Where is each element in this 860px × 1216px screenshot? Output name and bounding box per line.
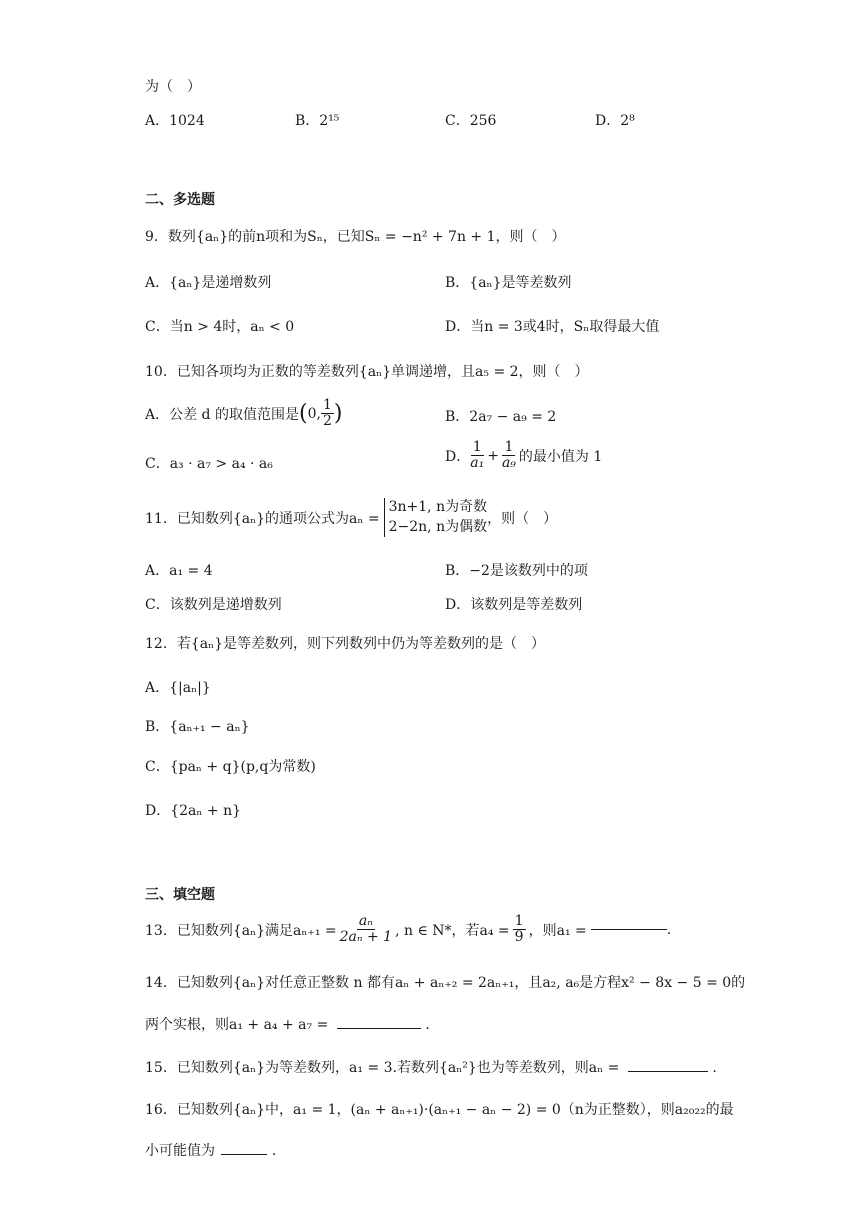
q10-interval-fraction: $\frac{1}{2}$ xyxy=(322,397,332,430)
q8-option-c: C．256 xyxy=(445,113,497,129)
q13-text-end: . xyxy=(666,921,672,938)
q13-text-mid: , n ∈ N*，若a₄ = xyxy=(395,922,510,939)
q11-stem-text: 11．已知数列{aₙ}的通项公式为aₙ = xyxy=(145,510,380,527)
q15-text-end: . xyxy=(712,1060,717,1076)
q10-fraction-1-over-a1: $\frac{1}{\text{a₁}}$ xyxy=(470,439,485,472)
q16-line1: 16．已知数列{aₙ}中，a₁ = 1，(aₙ + aₙ₊₁)·(aₙ₊₁ − aₙ − 2) = 0（n为正整数），则a₂₀₂₂的最 xyxy=(145,1102,734,1118)
section-title-multiple-choice: 二、多选题 xyxy=(145,192,215,208)
q9-option-b: B．{aₙ}是等差数列 xyxy=(445,275,572,291)
q11-option-a: A．a₁ = 4 xyxy=(145,563,213,579)
q14-line2-end: . xyxy=(425,1017,430,1033)
q13-answer-blank[interactable] xyxy=(591,929,667,930)
q12-option-c: C．{paₙ + q}(p,q为常数) xyxy=(145,759,316,775)
q12-option-a: A．{|aₙ|} xyxy=(145,680,211,696)
q9-option-a: A．{aₙ}是递增数列 xyxy=(145,275,272,291)
q14-line2-text: 两个实根，则a₁ + a₄ + a₇ = xyxy=(145,1017,329,1033)
q10-option-c: C．a₃ · a₇ > a₄ · a₆ xyxy=(145,456,273,472)
q14-line1: 14．已知数列{aₙ}对任意正整数 n 都有aₙ + aₙ₊₂ = 2aₙ₊₁，且a₂, a₆是方程x² − 8x − 5 = 0的 xyxy=(145,975,746,991)
q12-option-d: D．{2aₙ + n} xyxy=(145,803,241,819)
q13-fraction-numerator: aₙ xyxy=(358,913,373,929)
section-title-fill-in: 三、填空题 xyxy=(145,887,215,903)
q10-interval-open-paren: ( xyxy=(298,401,308,427)
q11-case-odd: 3n+1, n为奇数 xyxy=(388,499,488,515)
q14-line2 xyxy=(145,1014,430,1034)
q16-answer-blank[interactable] xyxy=(221,1154,267,1155)
q12-stem: 12．若{aₙ}是等差数列，则下列数列中仍为等差数列的是（ ） xyxy=(145,636,546,652)
q11-option-d: D．该数列是等差数列 xyxy=(445,597,583,613)
q10-option-a xyxy=(145,398,342,430)
q10-interval-close-paren: ) xyxy=(333,401,343,427)
q15-text: 15．已知数列{aₙ}为等差数列，a₁ = 3.若数列{aₙ²}也为等差数列，则aₙ = xyxy=(145,1060,620,1076)
q11-option-b: B．−2是该数列中的项 xyxy=(445,563,588,579)
q13-fraction2-numerator: 1 xyxy=(514,913,524,929)
q16-line2-text: 小可能值为 xyxy=(145,1143,215,1159)
q13-fraction2-denominator: 9 xyxy=(514,929,524,946)
q11-piecewise xyxy=(384,498,487,537)
q13-recursion-fraction xyxy=(340,914,392,946)
q9-option-c: C．当n > 4时，aₙ < 0 xyxy=(145,319,295,335)
q8-option-d: D．2⁸ xyxy=(595,113,635,129)
q10-option-a-text: A．公差 d 的取值范围是 xyxy=(145,406,299,423)
q13-value-fraction xyxy=(513,914,526,946)
q10-option-b: B．2a₇ − a₉ = 2 xyxy=(445,409,557,425)
q15-answer-blank[interactable] xyxy=(628,1071,708,1072)
q13-text-post: ，则a₁ = xyxy=(528,922,587,939)
q11-case-even: 2−2n, n为偶数 xyxy=(388,518,488,535)
q10-option-d xyxy=(445,440,602,472)
q8-option-a: A．1024 xyxy=(145,113,205,129)
q8-option-b: B．2¹⁵ xyxy=(295,113,340,129)
q9-stem: 9．数列{aₙ}的前n项和为Sₙ，已知Sₙ = −n² + 7n + 1，则（ ） xyxy=(145,229,566,245)
q11-stem xyxy=(145,498,557,537)
q8-tail: 为（ ） xyxy=(145,79,201,95)
q16-line2 xyxy=(145,1140,276,1160)
q14-answer-blank[interactable] xyxy=(337,1028,421,1029)
q10-option-d-label: D． xyxy=(445,448,471,465)
q12-option-b: B．{aₙ₊₁ − aₙ} xyxy=(145,719,250,735)
q11-option-c: C．该数列是递增数列 xyxy=(145,597,282,613)
q13-text-pre: 13．已知数列{aₙ}满足aₙ₊₁ = xyxy=(145,922,337,939)
q10-fraction-1-over-a9: $\frac{1}{\text{a₉}}$ xyxy=(501,439,516,472)
q13-stem xyxy=(145,914,671,946)
q9-option-d: D．当n = 3或4时，Sₙ取得最大值 xyxy=(445,319,660,335)
q11-stem-end: ，则（ ） xyxy=(487,510,558,527)
q13-fraction-denominator: 2aₙ + 1 xyxy=(339,929,393,946)
q10-stem: 10．已知各项均为正数的等差数列{aₙ}单调递增，且a₅ = 2，则（ ） xyxy=(145,364,589,380)
q10-plus-sign: + xyxy=(487,447,499,464)
q10-option-d-text: 的最小值为 1 xyxy=(518,448,603,465)
q10-interval-zero: 0, xyxy=(307,405,321,422)
q15-stem xyxy=(145,1057,717,1077)
q16-line2-end: . xyxy=(271,1143,277,1159)
